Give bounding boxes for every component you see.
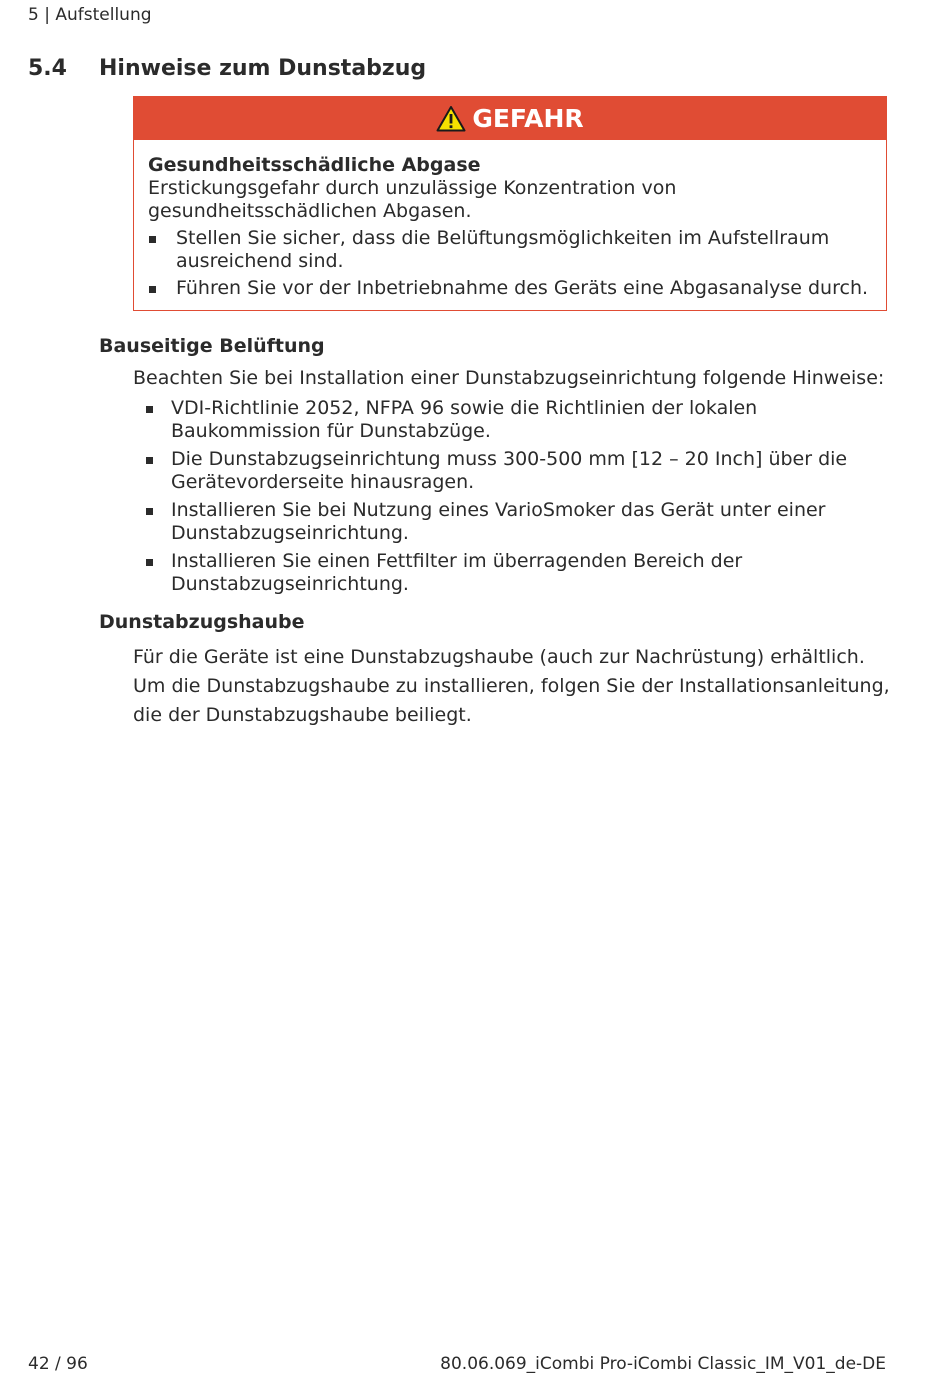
section-title: Hinweise zum Dunstabzug (99, 56, 427, 81)
hood-block (133, 643, 893, 730)
hood-text-1: Für die Geräte ist eine Dunstabzugshaube (auch zur Nachrüstung) erhältlich. (133, 646, 865, 668)
list-item: Die Dunstabzugseinrichtung muss 300-500 mm [12 – 20 Inch] über die Gerätevorderseite hinausragen. (133, 448, 893, 494)
warning-triangle-icon (436, 105, 466, 132)
danger-text: Erstickungsgefahr durch unzulässige Konzentration von gesundheitsschädlichen Abgasen. (148, 177, 677, 222)
ventilation-list (133, 397, 893, 596)
danger-header (134, 97, 886, 140)
subheading-hood: Dunstabzugshaube (99, 611, 305, 633)
subheading-ventilation: Bauseitige Belüftung (99, 335, 325, 357)
hood-text-2: Um die Dunstabzugshaube zu installieren, folgen Sie der Installationsanleitung, die der Dunstabzugshaube beiliegt. (133, 675, 890, 726)
list-item: Stellen Sie sicher, dass die Belüftungsmöglichkeiten im Aufstellraum ausreichend sind. (148, 227, 872, 273)
ventilation-block (133, 367, 893, 601)
document-id: 80.06.069_iCombi Pro-iCombi Classic_IM_V01_de-DE (440, 1354, 886, 1374)
ventilation-intro: Beachten Sie bei Installation einer Dunstabzugseinrichtung folgende Hinweise: (133, 367, 885, 389)
danger-title: Gesundheitsschädliche Abgase (148, 154, 481, 176)
danger-label: GEFAHR (472, 104, 584, 133)
list-item: Installieren Sie bei Nutzung eines VarioSmoker das Gerät unter einer Dunstabzugseinrichtung. (133, 499, 893, 545)
danger-notice (133, 96, 887, 311)
page-number: 42 / 96 (28, 1354, 88, 1374)
running-header: 5 | Aufstellung (28, 5, 152, 25)
section-number: 5.4 (28, 56, 67, 81)
danger-list (148, 227, 872, 300)
danger-body (134, 140, 886, 310)
list-item: Führen Sie vor der Inbetriebnahme des Geräts eine Abgasanalyse durch. (148, 277, 872, 300)
list-item: Installieren Sie einen Fettfilter im überragenden Bereich der Dunstabzugseinrichtung. (133, 550, 893, 596)
list-item: VDI-Richtlinie 2052, NFPA 96 sowie die Richtlinien der lokalen Baukommission für Dunstabzüge. (133, 397, 893, 443)
